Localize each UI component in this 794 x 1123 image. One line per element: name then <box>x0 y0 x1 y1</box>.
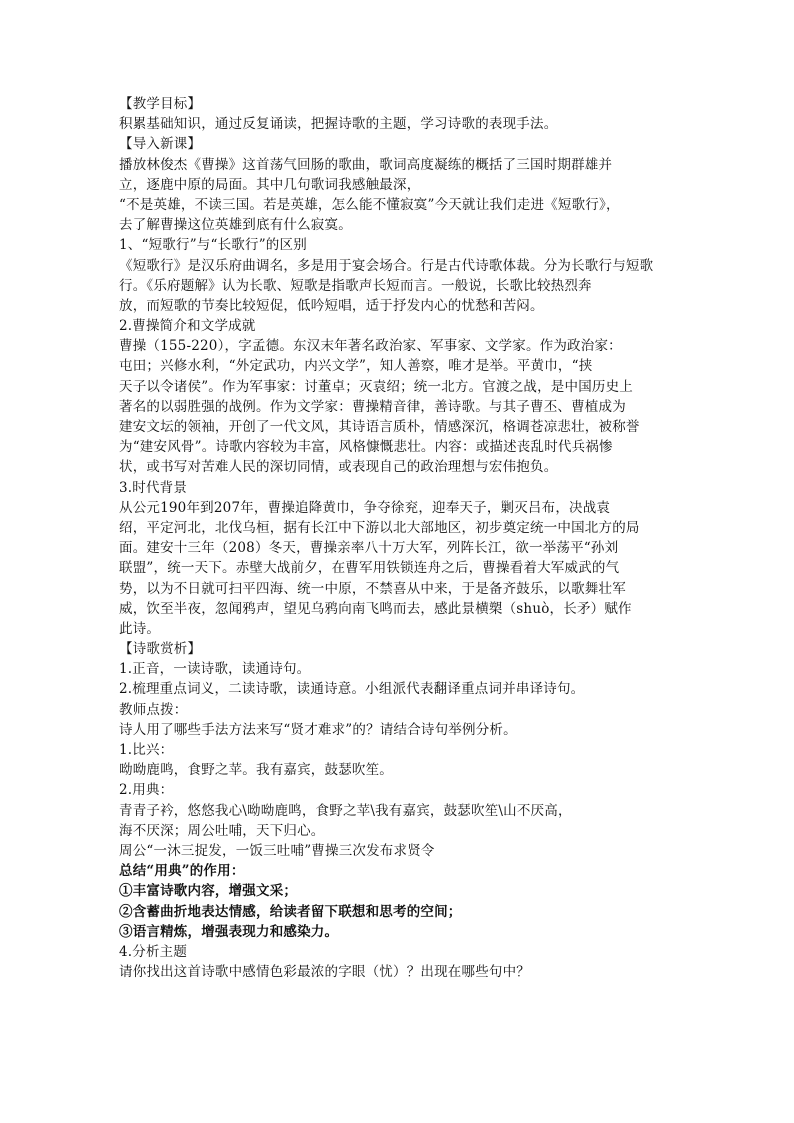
text-line: 绍，平定河北，北伐乌桓，据有长江中下游以北大部地区，初步奠定统一中国北方的局 <box>119 519 640 536</box>
text-line: 周公“一沐三捉发，一饭三吐哺”曹操三次发布求贤令 <box>119 842 435 859</box>
text-line: 1、“短歌行”与“长歌行”的区别 <box>119 237 307 254</box>
text-line: 建安文坛的领袖，开创了一代文风，其诗语言质朴，情感深沉，格调苍凉悲壮，被称誉 <box>119 419 640 435</box>
text-line: 【诗歌赏析】 <box>119 641 202 658</box>
text-line: 屯田；兴修水利，“外定武功，内兴文学”，知人善察，唯才是举。平黄巾，“挟 <box>119 358 593 375</box>
text-line: “不是英雄，不读三国。若是英雄，怎么能不懂寂寞”今天就让我们走进《短歌行》， <box>119 196 620 213</box>
text-line: 呦呦鹿鸣，食野之苹。我有嘉宾，鼓瑟吹笙。 <box>119 762 393 779</box>
text-line: 1.正音，一读诗歌，读通诗句。 <box>119 661 311 678</box>
text-line: ②含蓄曲折地表达情感，给读者留下联想和思考的空间； <box>119 903 462 920</box>
text-line: 势，以为不日就可扫平四海、统一中原，不禁喜从中来，于是备齐鼓乐，以歌舞壮军 <box>119 580 626 597</box>
text-line: 请你找出这首诗歌中感情色彩最浓的字眼（忧）？出现在哪些句中？ <box>119 964 530 981</box>
text-line: 积累基础知识，通过反复诵读，把握诗歌的主题，学习诗歌的表现手法。 <box>119 116 558 133</box>
text-line: 3.时代背景 <box>119 479 188 496</box>
text-line: 联盟”，统一天下。赤壁大战前夕，在曹军用铁锁连舟之后，曹操看着大军威武的气 <box>119 560 620 577</box>
text-line: 总结“用典”的作用： <box>119 863 245 880</box>
text-line: 4.分析主题 <box>119 943 188 960</box>
text-line: 去了解曹操这位英雄到底有什么寂寞。 <box>119 217 352 234</box>
text-line: 从公元190年到207年，曹操追降黄巾，争夺徐兖，迎奉天子，剿灭吕布，决战袁 <box>119 499 611 516</box>
text-line: 2.用典： <box>119 782 174 799</box>
text-line: 著名的以弱胜强的战例。作为文学家：曹操精音律，善诗歌。与其子曹丕、曹植成为 <box>119 398 626 415</box>
text-line: 状，或书写对苦难人民的深切同情，或表现自己的政治理想与宏伟抱负。 <box>119 459 558 476</box>
text-line: ③语言精炼，增强表现力和感染力。 <box>119 923 339 940</box>
text-line: 教师点拨： <box>119 701 188 718</box>
text-line: ①丰富诗歌内容，增强文采； <box>119 883 298 900</box>
text-line: 诗人用了哪些手法方法来写“贤才难求”的？请结合诗句举例分析。 <box>119 721 517 738</box>
text-line: 天子以令诸侯”。作为军事家：讨董卓；灭袁绍；统一北方。官渡之战，是中国历史上 <box>119 378 634 395</box>
text-line: 立，逐鹿中原的局面。其中几句歌词我感触最深， <box>119 176 421 193</box>
text-line: 《短歌行》是汉乐府曲调名，多是用于宴会场合。行是古代诗歌体裁。分为长歌行与短歌 <box>119 257 654 274</box>
text-line: 此诗。 <box>119 620 161 637</box>
text-line: 海不厌深；周公吐哺，天下归心。 <box>119 822 325 839</box>
text-line: 【教学目标】 <box>119 96 202 112</box>
text-line: 放，而短歌的节奏比较短促，低吟短唱，适于抒发内心的忧愁和苦闷。 <box>119 297 544 314</box>
text-line: 2.曹操简介和文学成就 <box>119 318 256 335</box>
text-line: 面。建安十三年（208）冬天，曹操亲率八十万大军，列阵长江，欲一举荡平“孙刘 <box>119 540 619 557</box>
text-line: 威，饮至半夜，忽闻鸦声，望见乌鸦向南飞鸣而去，感此景横槊（shuò，长矛）赋作 <box>119 600 632 617</box>
text-line: 行。《乐府题解》认为长歌、短歌是指歌声长短而言。一般说，长歌比较热烈奔 <box>119 277 592 294</box>
text-line: 2.梳理重点词义，二读诗歌，读通诗意。小组派代表翻译重点词并串译诗句。 <box>119 681 585 698</box>
text-line: 1.比兴： <box>119 742 174 758</box>
text-line: 播放林俊杰《曹操》这首荡气回肠的歌曲，歌词高度凝练的概括了三国时期群雄并 <box>119 156 613 173</box>
text-line: 为“建安风骨”。诗歌内容较为丰富，风格慷慨悲壮。内容：或描述丧乱时代兵祸惨 <box>119 439 613 456</box>
text-line: 【导入新课】 <box>119 136 202 153</box>
text-line: 曹操（155-220），字孟德。东汉末年著名政治家、军事家、文学家。作为政治家： <box>119 338 622 355</box>
document-body <box>119 94 679 982</box>
text-line: 青青子衿，悠悠我心\呦呦鹿鸣，食野之苹\我有嘉宾，鼓瑟吹笙\山不厌高， <box>119 802 572 819</box>
